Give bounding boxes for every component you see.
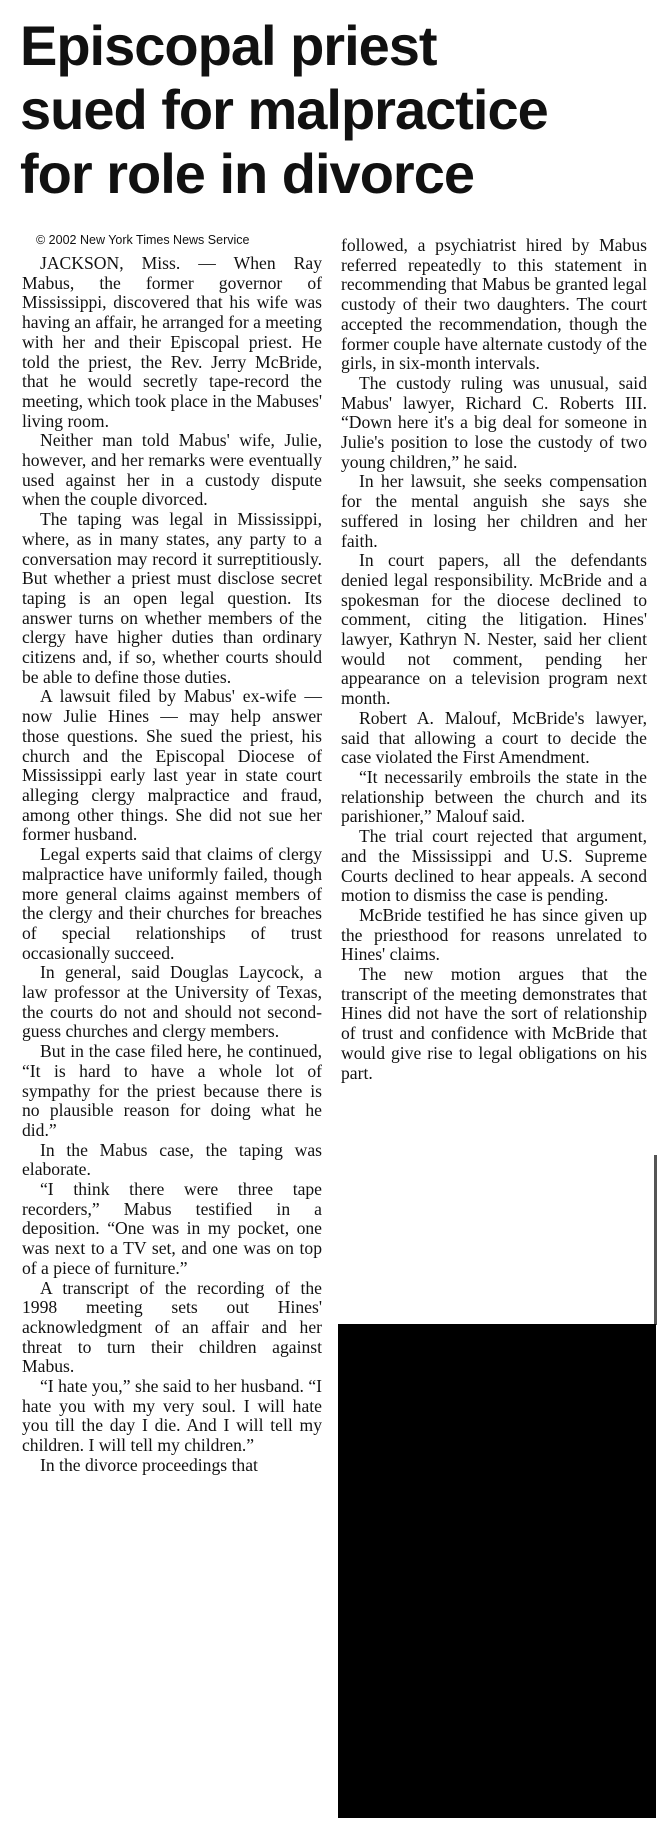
paragraph: In the divorce proceedings that	[40, 1454, 258, 1475]
paragraph: Neither man told Mabus' wife, Julie, however, and her remarks were eventually used against her in a custody dispute when the couple divorced.	[22, 430, 322, 510]
paragraph: The custody ruling was unusual, said Mabus' lawyer, Richard C. Roberts III. “Down here it's a big deal for someone in Julie's position to lose the custody of two young children,” he said.	[341, 372, 647, 472]
headline	[20, 14, 548, 206]
paragraph: In general, said Douglas Laycock, a law professor at the University of Texas, the courts do not and should not second-guess churches and clergy members.	[22, 962, 322, 1042]
redacted-image-block	[338, 1324, 656, 1818]
paragraph: In the Mabus case, the taping was elaborate.	[22, 1139, 322, 1180]
paragraph: Legal experts said that claims of clergy malpractice have uniformly failed, though more general claims against members of the clergy and their churches for breaches of special relationships of trust occasionally succeed.	[22, 844, 322, 963]
paragraph: In her lawsuit, she seeks compensation for the mental anguish she says she suffered in losing her children and her faith.	[341, 471, 647, 551]
paragraph: But in the case filed here, he continued, “It is hard to have a whole lot of sympathy for the priest because there is no plausible reason for doing what he did.”	[22, 1041, 322, 1140]
page-edge-mark	[654, 1155, 657, 1325]
paragraph: “I think there were three tape recorders,” Mabus testified in a deposition. “One was in my pocket, one was next to a TV set, and one was on top of a piece of furniture.”	[22, 1179, 322, 1278]
news-service-credit: © 2002 New York Times News Service	[36, 233, 250, 247]
right-column	[341, 236, 647, 1083]
paragraph: JACKSON, Miss. — When Ray Mabus, the former governor of Mississippi, discovered that his wife was having an affair, he arranged for a meeting with her and their Episcopal priest. He told the priest, the Rev. Jerry McBride, that he would secretly tape-record the meeting, which took place in the Mabuses' living room.	[22, 253, 322, 431]
paragraph: The trial court rejected that argument, and the Mississippi and U.S. Supreme Courts declined to hear appeals. A second motion to dismiss the case is pending.	[341, 826, 647, 906]
paragraph: McBride testified he has since given up the priesthood for reasons unrelated to Hines' claims.	[341, 904, 647, 965]
headline-line-2: sued for malpractice	[20, 78, 548, 141]
paragraph: Robert A. Malouf, McBride's lawyer, said that allowing a court to decide the case violated the First Amendment.	[341, 707, 647, 768]
paragraph: “I hate you,” she said to her husband. “I hate you with my very soul. I will hate you till the day I die. And I will tell my children. I will tell my children.”	[22, 1376, 322, 1456]
left-column	[22, 232, 322, 1476]
headline-line-1: Episcopal priest	[20, 14, 437, 77]
paragraph: The new motion argues that the transcript of the meeting demonstrates that Hines did not have the sort of relationship of trust and confidence with McBride that would give rise to legal obligations on his part.	[341, 964, 647, 1083]
paragraph: In court papers, all the defendants denied legal responsibility. McBride and a spokesman for the diocese declined to comment, citing the litigation. Hines' lawyer, Kathryn N. Nester, said her client would not comment, pending her appearance on a television program next month.	[341, 550, 647, 709]
paragraph: A transcript of the recording of the 1998 meeting sets out Hines' acknowledgment of an affair and her threat to turn their children against Mabus.	[22, 1277, 322, 1377]
paragraph: The taping was legal in Mississippi, where, as in many states, any party to a conversation may record it surreptitiously. But whether a priest must disclose secret taping is an open legal question. Its answer turns on whether members of the clergy have higher duties than ordinary citizens and, if so, whether courts should be able to define those duties.	[22, 509, 322, 687]
headline-line-3: for role in divorce	[20, 142, 474, 205]
paragraph: “It necessarily embroils the state in the relationship between the church and its parishioner,” Malouf said.	[341, 766, 647, 827]
paragraph-continued: followed, a psychiatrist hired by Mabus referred repeatedly to this statement in recommending that Mabus be granted legal custody of their two daughters. The court accepted the recommendation, though the former couple have alternate custody of the girls, in six-month intervals.	[341, 235, 647, 374]
paragraph: A lawsuit filed by Mabus' ex-wife — now Julie Hines — may help answer those questions. She sued the priest, his church and the Episcopal Diocese of Mississippi early last year in state court alleging clergy malpractice and fraud, among other things. She did not sue her former husband.	[22, 686, 322, 845]
